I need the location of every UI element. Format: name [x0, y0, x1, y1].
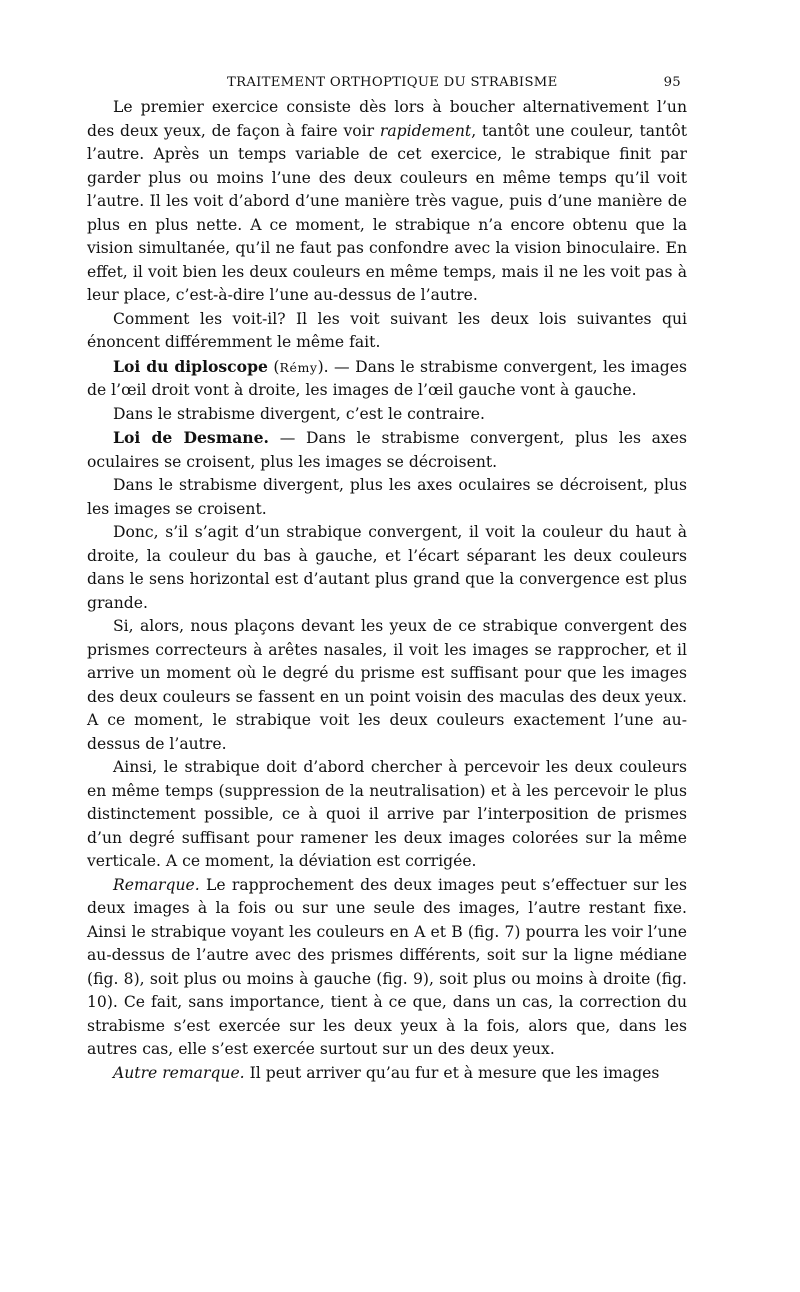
- paragraph-7: Donc, s’il s’agit d’un strabique convergent, il voit la couleur du haut à droite, la couleur du bas à gauche, et l’écart séparant les deux couleurs dans le sens horizontal est d’autant plus grand que la convergence est plus grande.: [87, 523, 687, 612]
- paragraph-1-part-c: , tantôt une couleur, tantôt l’autre. Après un temps variable de cet exercice, le strabique finit par garder plus ou moins l’une des deux couleurs en même temps qu’il voit l’autre. Il les voit d’abord d’une manière très vague, puis d’une manière de plus en plus nette. A ce moment, le strabique n’a encore obtenu que la vision simultanée, qu’il ne faut pas confondre avec la vision binoculaire. En effet, il voit bien les deux couleurs en même temps, mais il ne les voit pas à leur place, c’est-à-dire l’une au-dessus de l’autre.: [87, 121, 687, 304]
- law-diploscope-body: Dans le strabisme convergent, les images de l’œil droit vont à droite, les images de l’œil gauche vont à gauche.: [87, 357, 687, 399]
- paragraph-1-part-a: Le premier exercice consiste dès lors à boucher alternativement l’un des deux yeux, de façon à faire voir: [87, 98, 687, 140]
- law-title-diploscope: Loi du diploscope: [113, 356, 268, 376]
- paragraph-3: [87, 355, 687, 403]
- running-head: [87, 72, 687, 94]
- emphasis-rapidement: rapidement: [379, 121, 472, 140]
- remark-body: Le rapprochement des deux images peut s’effectuer sur les deux images à la fois ou sur une seule des images, l’autre restant fixe. Ainsi le strabique voyant les couleurs en A et B (fig. 7) pourra les voir l’une au-dessus de l’autre avec des prismes différents, soit sur la ligne médiane (fig. 8), soit plus ou moins à gauche (fig. 9), soit plus ou moins à droite (fig. 10). Ce fait, sans importance, tient à ce que, dans un cas, la correction du strabisme s’est exercée sur les deux yeux à la fois, alors que, dans les autres cas, elle s’est exercée surtout sur un des deux yeux.: [87, 875, 687, 1058]
- law-title-desmane: Loi de Desmane.: [113, 428, 269, 447]
- paragraph-8: Si, alors, nous plaçons devant les yeux de ce strabique convergent des prismes correcteurs à arêtes nasales, il voit les images se rapprocher, et il arrive un moment où le degré du prisme est suffisant pour que les images des deux couleurs se fassent en un point voisin des maculas des deux yeux. A ce moment, le strabique voit les deux couleurs exactement l’une au-dessus de l’autre.: [87, 617, 687, 753]
- paragraph-4: Dans le strabisme divergent, c’est le contraire.: [113, 404, 485, 423]
- paragraph-11: [87, 1062, 687, 1086]
- paragraph-1: [87, 96, 687, 308]
- law-author-open: (: [267, 357, 280, 376]
- law-author-remy: Rémy: [279, 359, 318, 375]
- law-desmane-body: — Dans le strabisme convergent, plus les axes oculaires se croisent, plus les images se décroisent.: [87, 429, 687, 471]
- remark-label: Remarque.: [113, 875, 200, 894]
- body-text: [87, 96, 687, 1085]
- paragraph-10: [87, 874, 687, 1062]
- page-number: 95: [663, 75, 681, 90]
- other-remark-label: Autre remarque.: [113, 1063, 245, 1082]
- paragraph-5: [87, 426, 687, 474]
- paragraph-9: Ainsi, le strabique doit d’abord chercher à percevoir les deux couleurs en même temps (suppression de la neutralisation) et à les percevoir le plus distinctement possible, ce à quoi il arrive par l’interposition de prismes d’un degré suffisant pour ramener les deux images colorées sur la même verticale. A ce moment, la déviation est corrigée.: [87, 758, 687, 870]
- running-title: TRAITEMENT ORTHOPTIQUE DU STRABISME: [227, 75, 558, 90]
- law-author-close: ). —: [317, 357, 356, 376]
- paragraph-2: Comment les voit-il? Il les voit suivant les deux lois suivantes qui énoncent différemment le même fait.: [87, 309, 687, 351]
- book-page: [87, 72, 687, 1085]
- other-remark-body: Il peut arriver qu’au fur et à mesure que les images: [244, 1063, 660, 1082]
- paragraph-6: Dans le strabisme divergent, plus les axes oculaires se décroisent, plus les images se croisent.: [87, 476, 687, 518]
